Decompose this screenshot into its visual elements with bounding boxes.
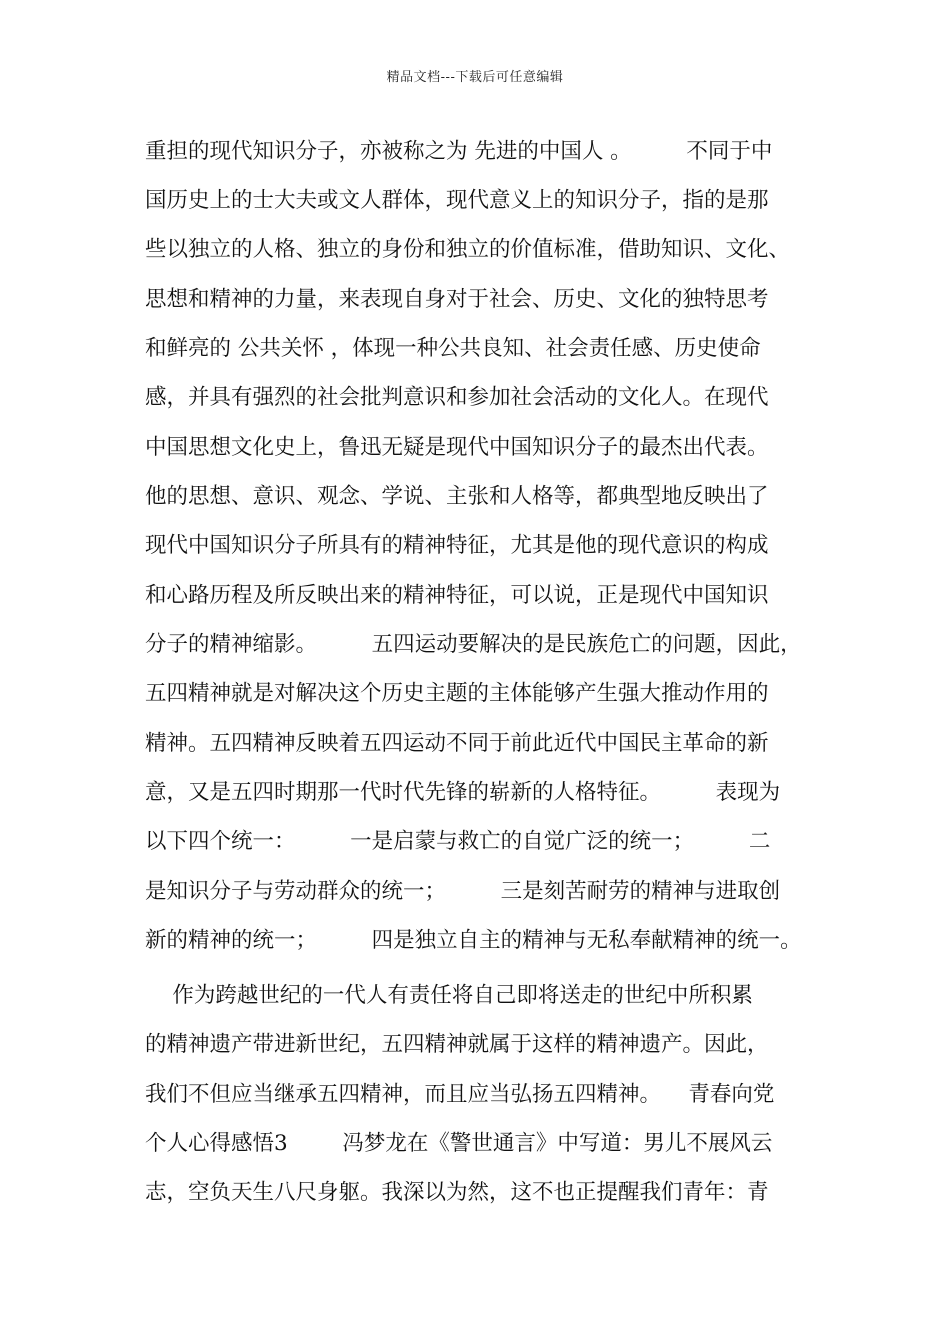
page-header: 精品文档---下载后可任意编辑 (386, 70, 564, 85)
body-line: 我们不但应当继承五四精神，而且应当弘扬五四精神。 青春向党 (145, 1082, 775, 1107)
body-line: 中国思想文化史上，鲁迅无疑是现代中国知识分子的最杰出代表。 (145, 435, 769, 460)
body-line: 些以独立的人格、独立的身份和独立的价值标准，借助知识、文化、 (145, 237, 791, 262)
body-line: 现代中国知识分子所具有的精神特征，尤其是他的现代意识的构成 (145, 533, 769, 558)
body-line: 重担的现代知识分子，亦被称之为 先进的中国人 。 不同于中 (145, 139, 773, 164)
body-line: 作为跨越世纪的一代人有责任将自己即将送走的世纪中所积累 (145, 983, 753, 1008)
body-line: 和鲜亮的 公共关怀 ，体现一种公共良知、社会责任感、历史使命 (145, 336, 761, 361)
body-line: 思想和精神的力量，来表现自身对于社会、历史、文化的独特思考 (145, 287, 769, 312)
body-line: 五四精神就是对解决这个历史主题的主体能够产生强大推动作用的 (145, 681, 769, 706)
body-line: 以下四个统一： 一是启蒙与救亡的自觉广泛的统一； 二 (145, 829, 771, 854)
body-line: 的精神遗产带进新世纪，五四精神就属于这样的精神遗产。因此， (145, 1032, 769, 1057)
body-line: 国历史上的士大夫或文人群体，现代意义上的知识分子，指的是那 (145, 188, 769, 213)
body-line: 精神。五四精神反映着五四运动不同于前此近代中国民主革命的新 (145, 731, 769, 756)
body-line: 和心路历程及所反映出来的精神特征，可以说，正是现代中国知识 (145, 583, 769, 608)
body-line: 志，空负天生八尺身躯。我深以为然，这不也正提醒我们青年：青 (145, 1180, 769, 1205)
body-line: 分子的精神缩影。 五四运动要解决的是民族危亡的问题，因此， (145, 632, 802, 657)
body-line: 感，并具有强烈的社会批判意识和参加社会活动的文化人。在现代 (145, 385, 769, 410)
body-line: 新的精神的统一； 四是独立自主的精神与无私奉献精神的统一。 (145, 928, 802, 953)
body-line: 个人心得感悟3 冯梦龙在《警世通言》中写道：男儿不展风云 (145, 1131, 773, 1156)
body-line: 是知识分子与劳动群众的统一； 三是刻苦耐劳的精神与进取创 (145, 879, 781, 904)
body-line: 意，又是五四时期那一代时代先锋的崭新的人格特征。 表现为 (145, 780, 781, 805)
body-line: 他的思想、意识、观念、学说、主张和人格等，都典型地反映出了 (145, 484, 769, 509)
